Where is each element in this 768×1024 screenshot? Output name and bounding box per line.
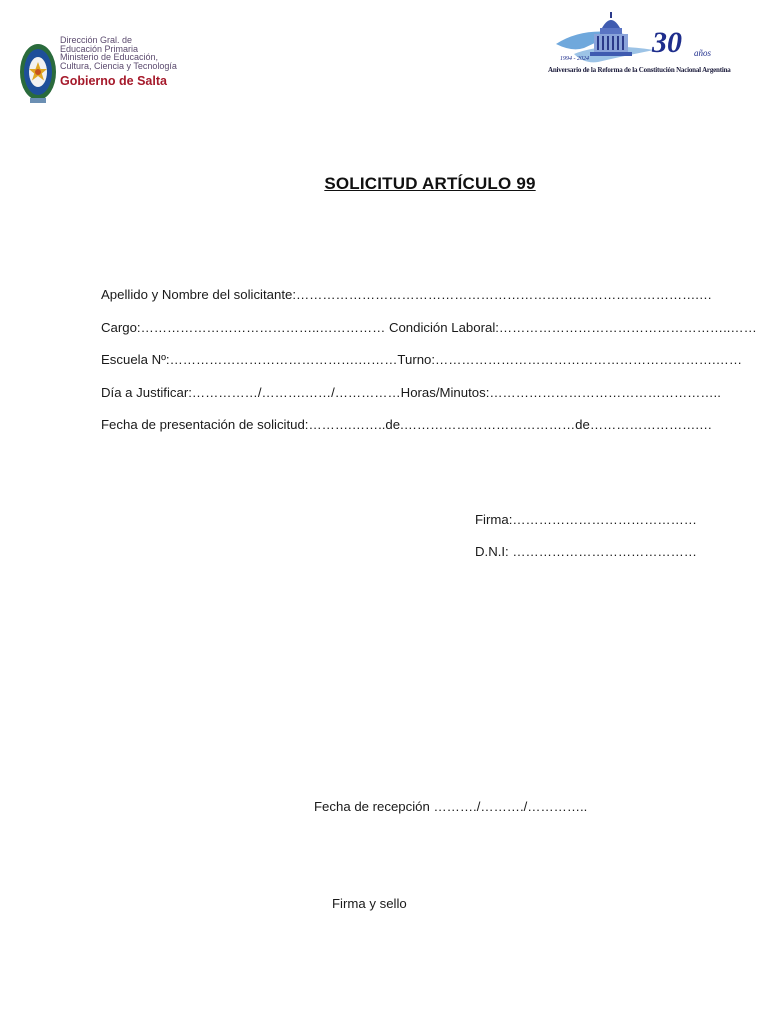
- ministry-line-1: Dirección Gral. de: [60, 35, 133, 45]
- ministry-logo: [18, 36, 198, 110]
- school-field: Escuela Nº:…………………………………….………Turno:……………………………………………………….……: [101, 352, 743, 367]
- anniversary-years: 1994 - 2024: [560, 56, 589, 62]
- justify-day-field: Día a Justificar:……………/……….……/……………Horas/Minutos:……………………………………………..: [101, 384, 721, 400]
- reception-date-field: Fecha de recepción ………./………./…………..: [314, 799, 588, 814]
- signature-block: [475, 511, 697, 575]
- salta-coat-of-arms-icon: [18, 40, 58, 106]
- signature-stamp-label: Firma y sello: [332, 896, 407, 911]
- government-name: Gobierno de Salta: [60, 74, 167, 89]
- anniversary-caption: Aniversario de la Reforma de la Constitución Nacional Argentina: [548, 66, 731, 74]
- request-form: [101, 286, 757, 449]
- ministry-text: [60, 36, 200, 88]
- dni-field: D.N.I: ……………………………………: [475, 544, 697, 559]
- anniversary-number: 30: [652, 26, 682, 59]
- page-title: SOLICITUD ARTÍCULO 99: [324, 174, 536, 193]
- applicant-name-field: Apellido y Nombre del solicitante:……………………………………………………….……………………….…: [101, 287, 713, 302]
- signature-field: Firma:……………………………………: [475, 512, 697, 527]
- ministry-line-4: Cultura, Ciencia y Tecnología: [60, 60, 177, 71]
- anniversary-word: años: [694, 48, 712, 58]
- position-field: Cargo:…………………………………..…………… Condición Laboral:……………………………………………..……: [101, 319, 757, 335]
- submission-date-field: Fecha de presentación de solicitud:……….……..de.…………………………………de…………………….…: [101, 417, 713, 432]
- ministry-line-3: Ministerio de Educación,: [60, 52, 159, 63]
- anniversary-logo: [548, 4, 731, 78]
- ministry-line-2: Educación Primaria: [60, 43, 139, 54]
